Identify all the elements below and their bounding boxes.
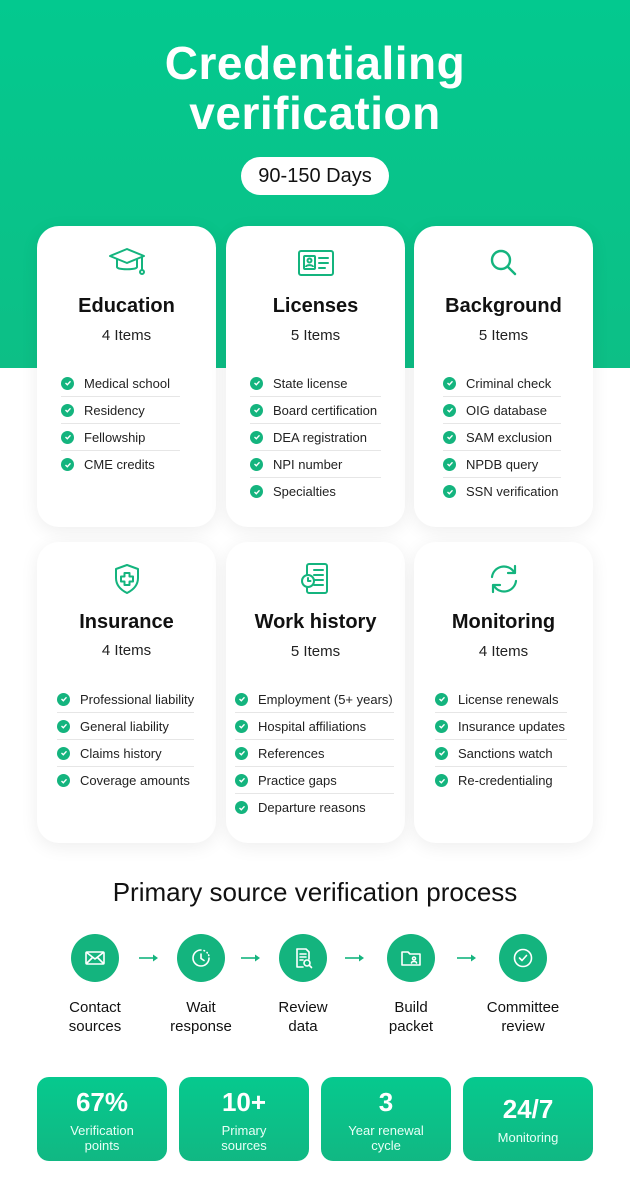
list-item: [443, 451, 561, 478]
list-item: [57, 713, 194, 740]
item-label: Residency: [84, 402, 145, 418]
stat-value: 3: [378, 1087, 394, 1117]
item-label: SAM exclusion: [466, 429, 552, 445]
step-label-line: response: [170, 1018, 232, 1035]
card-education: [37, 226, 216, 527]
check-icon: [443, 431, 456, 444]
item-label: Hospital affiliations: [258, 718, 367, 734]
check-icon: [250, 404, 263, 417]
item-label: Re-credentialing: [458, 773, 553, 788]
check-icon: [61, 377, 74, 390]
check-icon: [435, 720, 448, 733]
item-label: Departure reasons: [258, 800, 366, 815]
stat-verification-points: [37, 1077, 167, 1161]
item-label: CME credits: [84, 457, 155, 472]
card-item-list: [61, 370, 180, 478]
check-icon: [235, 774, 248, 787]
card-title: Monitoring: [451, 611, 556, 633]
page-title: [0, 38, 630, 138]
shield-plus-icon: [37, 562, 216, 596]
list-item: [443, 424, 561, 451]
list-item: [443, 397, 561, 424]
card-item-list: [435, 686, 567, 794]
step-label-build: [356, 998, 466, 1036]
check-icon: [435, 774, 448, 787]
item-label: Employment (5+ years): [258, 691, 393, 707]
check-icon: [57, 747, 70, 760]
item-label: Practice gaps: [258, 772, 337, 788]
check-icon: [235, 747, 248, 760]
item-label: References: [258, 745, 325, 761]
step-label-line: sources: [68, 1018, 122, 1035]
list-item: [435, 740, 567, 767]
search-icon: [414, 246, 593, 280]
arrow-right-icon: [240, 951, 262, 965]
item-label: NPDB query: [466, 456, 539, 472]
item-label: State license: [273, 375, 348, 391]
card-licenses: [226, 226, 405, 527]
item-label: Fellowship: [84, 429, 146, 445]
check-icon: [435, 693, 448, 706]
card-item-list: [250, 370, 381, 505]
list-item: [57, 767, 194, 794]
step-label-line: Wait: [186, 999, 216, 1016]
item-label: Claims history: [80, 745, 162, 761]
card-insurance: [37, 542, 216, 843]
step-label-contact: [40, 998, 150, 1036]
check-icon: [57, 693, 70, 706]
list-item: [57, 740, 194, 767]
list-item: [250, 397, 381, 424]
list-item: [57, 686, 194, 713]
envelope-icon: [71, 934, 119, 982]
card-item-list: [57, 686, 194, 794]
card-title: Licenses: [272, 295, 359, 317]
check-icon: [443, 458, 456, 471]
list-item: [235, 686, 394, 713]
list-item: [435, 686, 567, 713]
stat-label-line: points: [84, 1138, 120, 1153]
list-item: [435, 713, 567, 740]
stat-label: [179, 1123, 309, 1153]
list-item: [235, 713, 394, 740]
check-icon: [443, 404, 456, 417]
item-label: General liability: [80, 718, 169, 734]
list-item: [250, 370, 381, 397]
card-item-list: [235, 686, 394, 821]
list-item: [235, 794, 394, 821]
stat-label-line: cycle: [371, 1138, 401, 1153]
list-item: [61, 397, 180, 424]
id-card-icon: [226, 246, 405, 280]
stat-label-line: Verification: [70, 1123, 134, 1138]
item-label: Professional liability: [80, 691, 195, 707]
check-icon: [250, 377, 263, 390]
item-label: Coverage amounts: [80, 773, 190, 788]
check-icon: [235, 720, 248, 733]
stat-label: [37, 1123, 167, 1153]
check-icon: [61, 431, 74, 444]
item-label: DEA registration: [273, 429, 367, 445]
check-icon: [250, 431, 263, 444]
graduation-cap-icon: [37, 246, 216, 280]
step-label-line: Build: [394, 999, 428, 1016]
card-background: [414, 226, 593, 527]
list-item: [61, 370, 180, 397]
list-item: [443, 370, 561, 397]
item-label: Medical school: [84, 375, 170, 391]
process-title: Primary source verification process: [112, 877, 518, 907]
card-title: Education: [78, 295, 175, 317]
check-icon: [235, 693, 248, 706]
item-label: Sanctions watch: [458, 745, 553, 761]
check-icon: [57, 720, 70, 733]
item-label: License renewals: [458, 691, 559, 707]
check-icon: [435, 747, 448, 760]
stat-renewal-cycle: [321, 1077, 451, 1161]
list-item: [435, 767, 567, 794]
stat-label-line: sources: [221, 1138, 267, 1153]
step-label-line: Review: [278, 999, 328, 1016]
card-title: Insurance: [79, 611, 174, 633]
stat-label: [321, 1123, 451, 1153]
list-item: [250, 451, 381, 478]
step-label-wait: [146, 998, 256, 1036]
step-label-line: Contact: [69, 999, 121, 1016]
item-label: Board certification: [273, 402, 378, 418]
step-label-line: review: [501, 1018, 545, 1035]
check-circle-icon: [499, 934, 547, 982]
check-icon: [250, 485, 263, 498]
card-count: 4 Items: [101, 642, 152, 659]
step-label-line: data: [288, 1018, 318, 1035]
step-label-review: [248, 998, 358, 1036]
check-icon: [235, 801, 248, 814]
stat-value: 24/7: [502, 1094, 554, 1124]
check-icon: [61, 458, 74, 471]
check-icon: [61, 404, 74, 417]
step-label-committee: [468, 998, 578, 1036]
stat-label: [463, 1130, 593, 1145]
card-item-list: [443, 370, 561, 505]
item-label: Insurance updates: [458, 718, 565, 734]
item-label: NPI number: [273, 456, 343, 472]
check-icon: [443, 485, 456, 498]
list-item: [443, 478, 561, 505]
check-icon: [250, 458, 263, 471]
stat-primary-sources: [179, 1077, 309, 1161]
list-item: [235, 767, 394, 794]
title-line-1: Credentialing: [164, 37, 466, 89]
item-label: Criminal check: [466, 375, 552, 391]
card-count: 5 Items: [290, 327, 341, 344]
card-count: 5 Items: [290, 643, 341, 660]
list-item: [61, 424, 180, 451]
clock-icon: [177, 934, 225, 982]
card-title: Work history: [254, 611, 377, 633]
document-search-icon: [279, 934, 327, 982]
stat-value: 67%: [75, 1087, 129, 1117]
duration-badge: 90-150 Days: [241, 157, 389, 195]
step-label-line: Committee: [486, 999, 560, 1016]
item-label: Specialties: [273, 484, 336, 499]
arrow-right-icon: [344, 951, 366, 965]
card-count: 5 Items: [478, 327, 529, 344]
document-clock-icon: [226, 562, 405, 596]
check-icon: [57, 774, 70, 787]
card-count: 4 Items: [101, 327, 152, 344]
arrow-right-icon: [456, 951, 478, 965]
list-item: [61, 451, 180, 478]
card-monitoring: [414, 542, 593, 843]
arrow-right-icon: [138, 951, 160, 965]
item-label: OIG database: [466, 402, 547, 418]
folder-user-icon: [387, 934, 435, 982]
stat-label-line: Primary: [221, 1123, 267, 1138]
stat-label-line: Year renewal: [348, 1123, 424, 1138]
stat-label-line: Monitoring: [497, 1130, 559, 1145]
list-item: [250, 424, 381, 451]
stat-monitoring: [463, 1077, 593, 1161]
refresh-icon: [414, 562, 593, 596]
card-count: 4 Items: [478, 643, 529, 660]
item-label: SSN verification: [466, 484, 559, 499]
card-work-history: [226, 542, 405, 843]
step-label-line: packet: [388, 1018, 434, 1035]
check-icon: [443, 377, 456, 390]
card-title: Background: [445, 295, 562, 317]
title-line-2: verification: [189, 87, 441, 139]
list-item: [235, 740, 394, 767]
list-item: [250, 478, 381, 505]
stat-value: 10+: [221, 1087, 267, 1117]
